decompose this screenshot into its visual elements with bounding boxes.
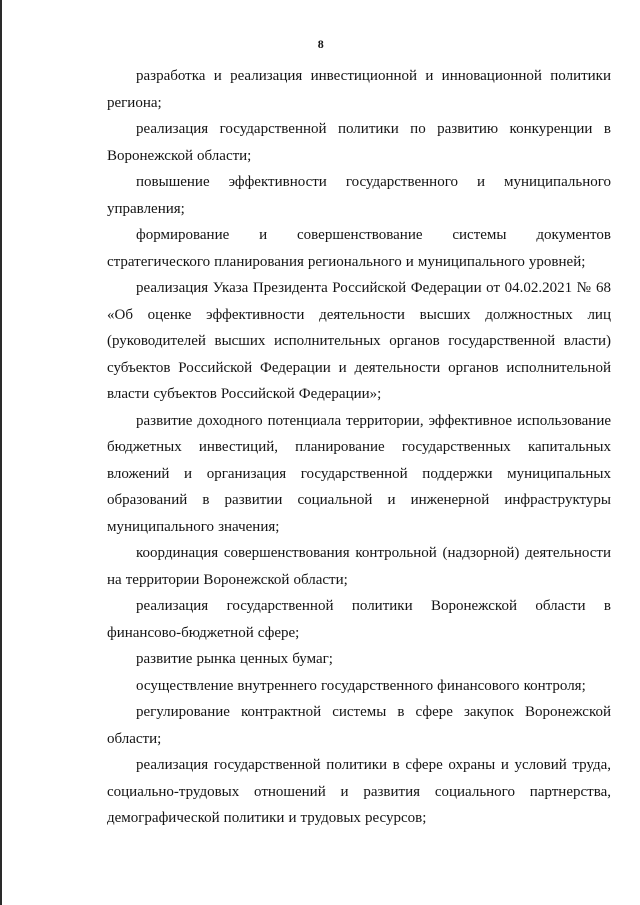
paragraph: регулирование контрактной системы в сфере закупок Воронежской области; [107,704,611,747]
paragraph: формирование и совершенствование системы документов стратегического планирования регионального и муниципального уровней; [107,227,611,270]
page-number: 8 [317,37,325,51]
paragraph: координация совершенствования контрольной (надзорной) деятельности на территории Воронежской области; [107,545,611,588]
document-body [107,63,611,832]
paragraph: реализация государственной политики в сфере охраны и условий труда, социально-трудовых отношений и развития социального партнерства, демографической политики и трудовых ресурсов; [107,757,611,826]
paragraph: реализация государственной политики по развитию конкуренции в Воронежской области; [107,121,611,164]
paragraph: осуществление внутреннего государственного финансового контроля; [136,677,586,694]
paragraph: развитие доходного потенциала территории, эффективное использование бюджетных инвестиций, планирование государственных капитальных вложений и организация государственной поддержки муниципальных образований в развитии социальной и инженерной инфраструктуры муниципального значения; [107,412,611,535]
paragraph: повышение эффективности государственного и муниципального управления; [107,174,611,217]
paragraph: разработка и реализация инвестиционной и инновационной политики региона; [107,68,611,111]
paragraph: реализация государственной политики Воронежской области в финансово-бюджетной сфере; [107,598,611,641]
paragraph: развитие рынка ценных бумаг; [136,651,333,667]
paragraph: реализация Указа Президента Российской Федерации от 04.02.2021 № 68 «Об оценке эффективности деятельности высших должностных лиц (руководителей высших исполнительных органов государственной власти) субъектов Российской Федерации и деятельности органов исполнительной власти субъектов Российской Федерации»; [107,280,611,402]
